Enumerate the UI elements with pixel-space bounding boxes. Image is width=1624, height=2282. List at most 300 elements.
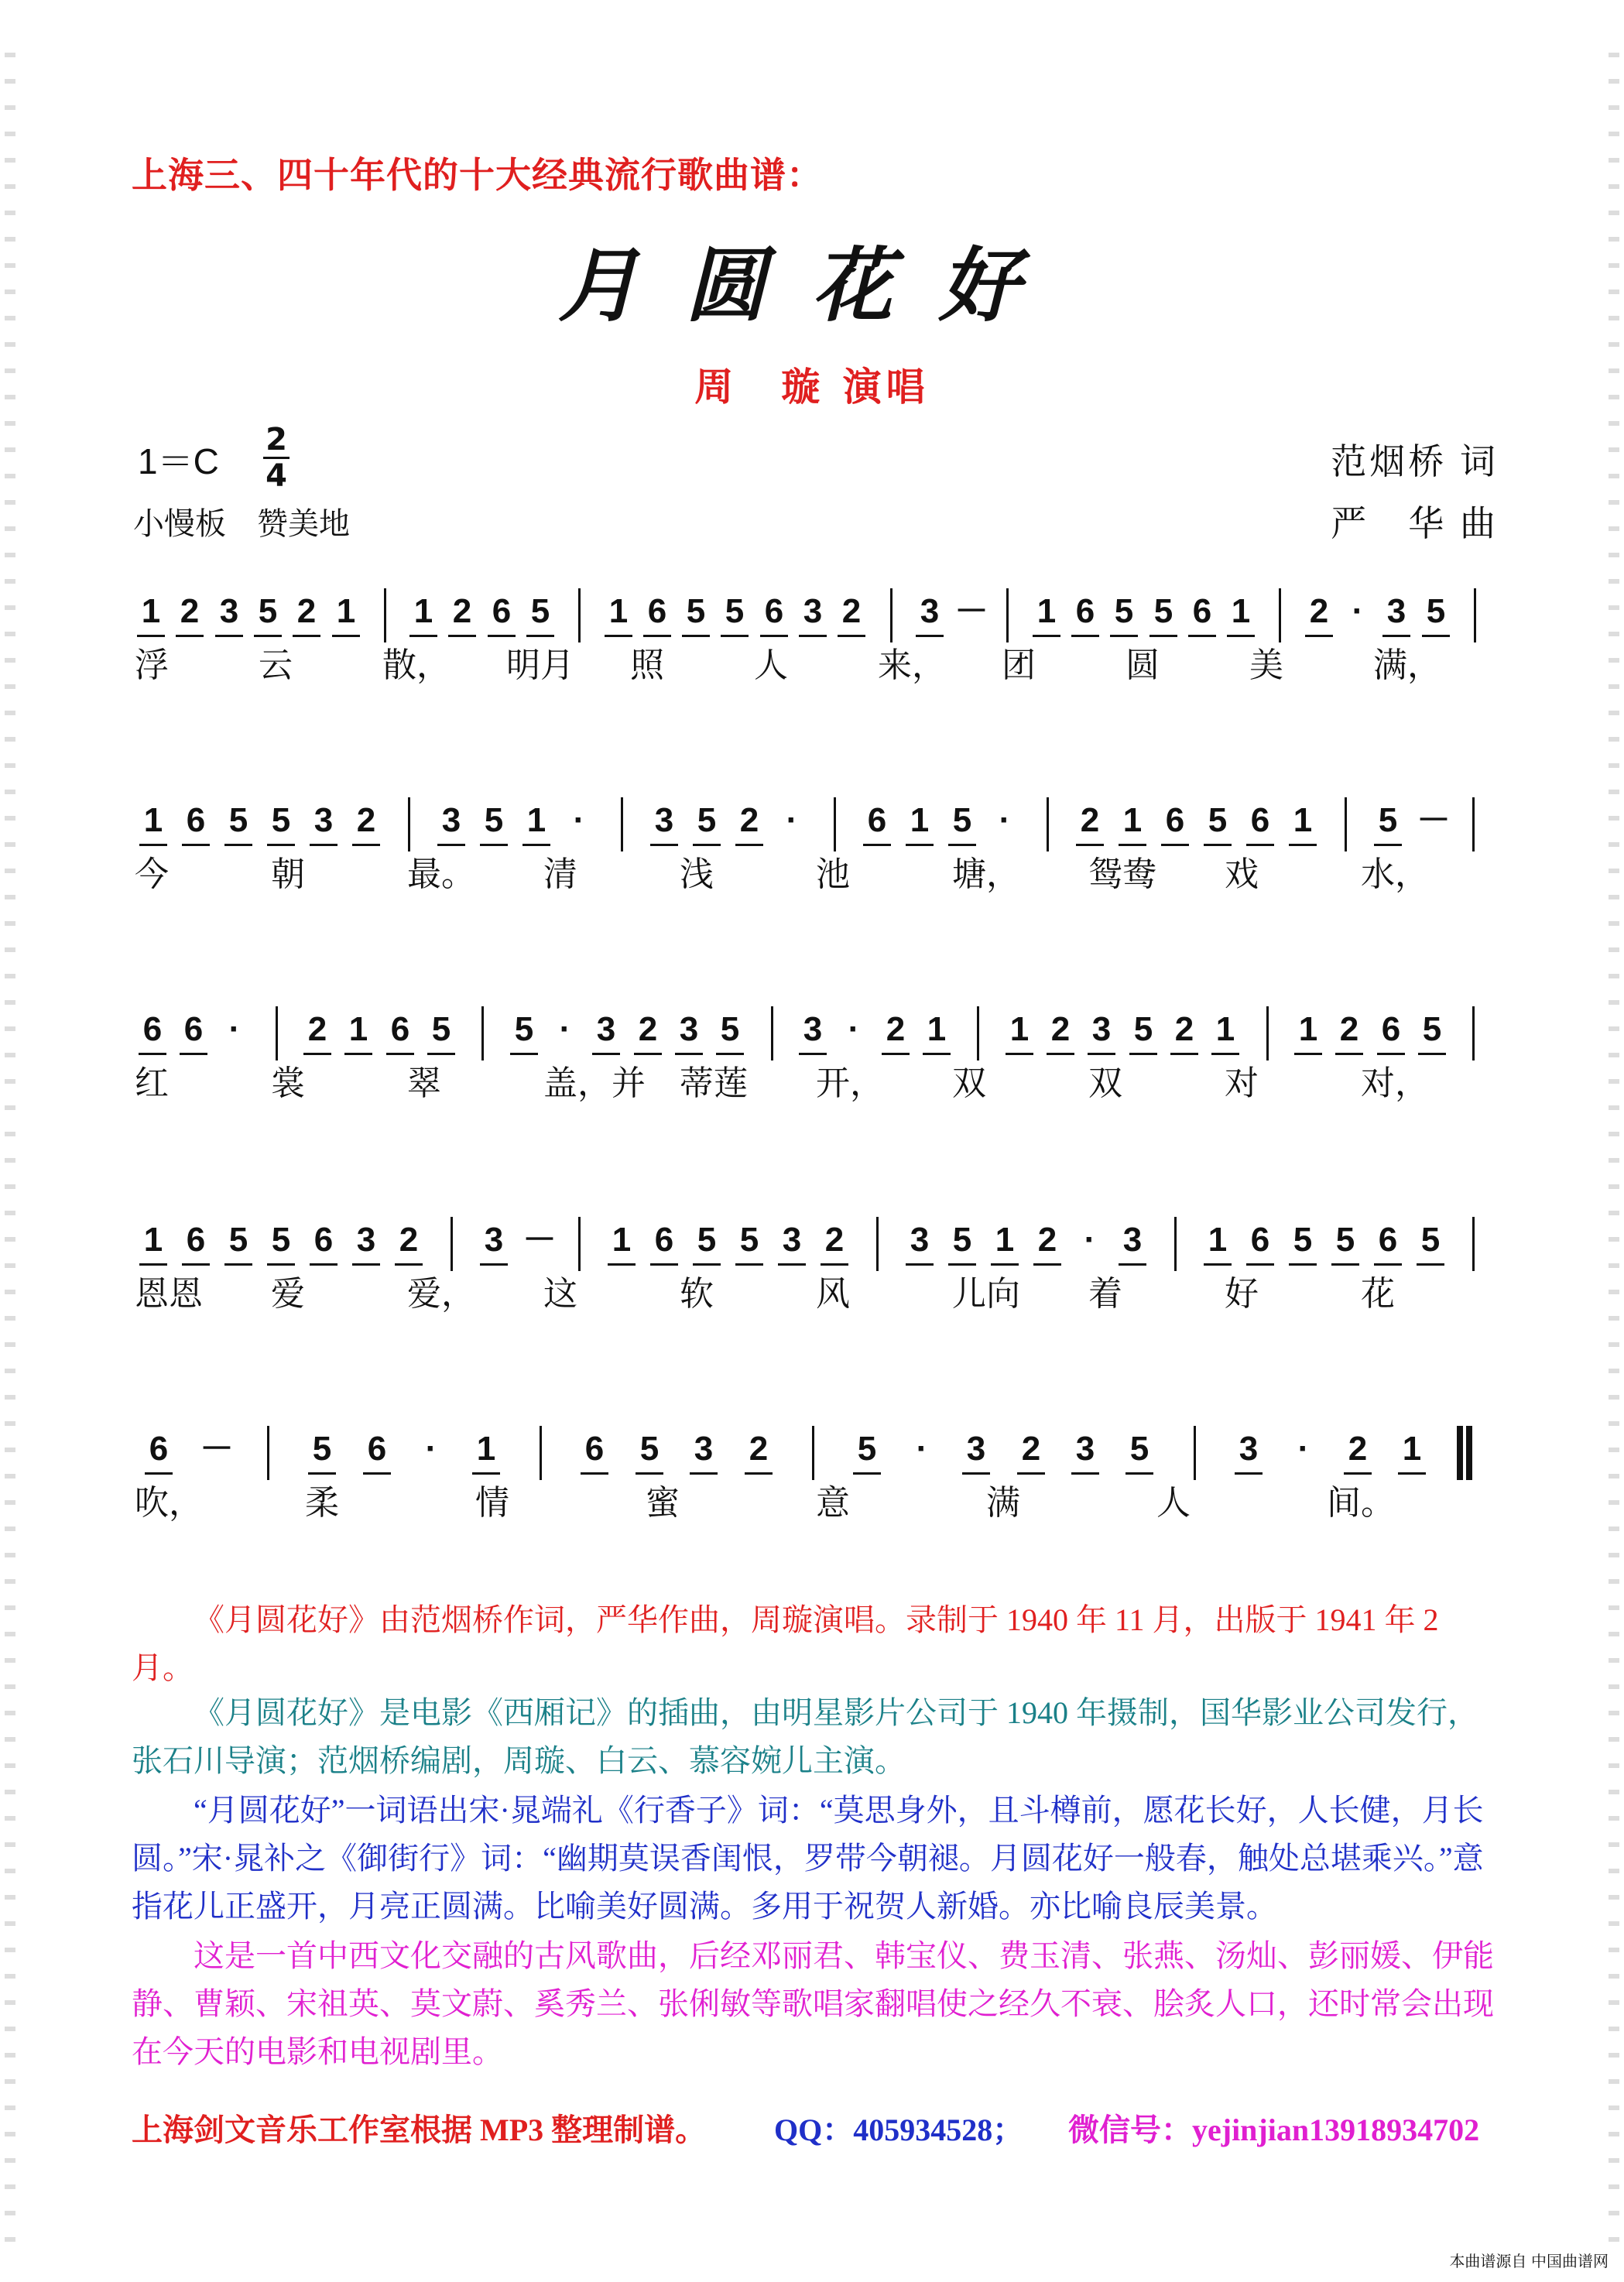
- note: 1: [1402, 1430, 1422, 1468]
- lyric-syllable: 爱，: [407, 1275, 475, 1313]
- note: 2: [296, 592, 317, 630]
- beam-underline: [488, 635, 516, 637]
- barline: [578, 1217, 581, 1271]
- beam-underline: [1204, 1263, 1232, 1266]
- beam-underline: [182, 1263, 210, 1266]
- note: 2: [1037, 1221, 1057, 1259]
- beam-underline: [1110, 635, 1138, 637]
- beam-underline: [176, 635, 204, 637]
- note: 2: [1050, 1010, 1071, 1048]
- beam-underline: [1076, 844, 1104, 846]
- beam-underline: [267, 1263, 295, 1266]
- beam-underline: [437, 844, 465, 846]
- lyric-syllable: 好: [1225, 1275, 1259, 1313]
- lyric-syllable: 人: [1156, 1484, 1191, 1522]
- beam-underline: [182, 844, 210, 846]
- note: 6: [390, 1010, 410, 1048]
- note: 2: [749, 1430, 769, 1468]
- lyric-syllable: 吹，: [135, 1484, 203, 1522]
- lyric-syllable: 最。: [407, 855, 475, 893]
- lyric-syllable: 对: [1225, 1064, 1259, 1102]
- beam-underline: [1246, 1263, 1274, 1266]
- beam-underline: [592, 1053, 620, 1055]
- note: 1: [143, 801, 163, 839]
- barline: [481, 1006, 484, 1060]
- beam-underline: [310, 1263, 337, 1266]
- beam-underline: [821, 1263, 848, 1266]
- lyric-syllable: 满，: [1373, 646, 1441, 684]
- footer-qq: QQ：405934528；: [774, 2112, 1024, 2147]
- beam-underline: [1204, 844, 1232, 846]
- beam-underline: [863, 844, 891, 846]
- note: 2: [452, 592, 472, 630]
- lyric-syllable: 红: [135, 1064, 169, 1102]
- beam-underline: [363, 1472, 391, 1475]
- note: 5: [258, 592, 278, 630]
- song-title: 月圆花好: [557, 238, 1066, 333]
- note: 2: [886, 1010, 906, 1048]
- time-bottom: 4: [266, 458, 287, 494]
- note: 3: [596, 1010, 616, 1048]
- beam-underline: [224, 1263, 252, 1266]
- note: 3: [484, 1221, 504, 1259]
- lyric-syllable: 今: [135, 855, 169, 893]
- note: 1: [141, 592, 161, 630]
- dot-note: ·: [999, 801, 1011, 839]
- beam-underline: [1119, 1263, 1146, 1266]
- beam-underline: [923, 1053, 951, 1055]
- barline: [812, 1426, 814, 1480]
- note: 6: [183, 1010, 204, 1048]
- note: 3: [803, 1010, 823, 1048]
- lyricist-credit: 范烟桥 词: [1331, 441, 1499, 481]
- paragraph-film: 《月圆花好》是电影《西厢记》的插曲，由明星影片公司于 1940 年摄制，国华影业公司发行，张石川导演；范烟桥编剧，周璇、白云、慕容婉儿主演。: [132, 1695, 1478, 1778]
- beam-underline: [139, 1263, 167, 1266]
- lyric-syllable: 花: [1361, 1275, 1395, 1313]
- note: 1: [608, 592, 629, 630]
- note: 5: [530, 592, 550, 630]
- beam-underline: [1170, 1053, 1198, 1055]
- singer-credit: 周 璇 演唱: [694, 364, 930, 409]
- footer-wechat: 微信号：yejinjian13918934702: [1068, 2112, 1480, 2147]
- beam-underline: [1398, 1472, 1426, 1475]
- note: 1: [927, 1010, 947, 1048]
- note: 2: [1309, 592, 1329, 630]
- paragraph-origin: “月圆花好”一词语出宋·晁端礼《行香子》词：“莫思身外，且斗樽前，愿花长好，人长健，月长圆。”宋·晁补之《御街行》词：“幽期莫误香闺恨，罗带今朝褪。月圆花好一般春，触处总堪乘兴。”意指花儿正盛开，月亮正圆满。比喻美好圆满。多用于祝贺人新婚。亦比喻良辰美景。: [132, 1793, 1484, 1924]
- lyric-syllable: 蜜: [646, 1484, 680, 1522]
- lyric-syllable: 明月: [506, 646, 574, 684]
- note: 5: [228, 1221, 248, 1259]
- note: 5: [271, 1221, 291, 1259]
- beam-underline: [916, 635, 944, 637]
- note: 1: [612, 1221, 632, 1259]
- note: 6: [654, 1221, 674, 1259]
- note: 1: [910, 801, 930, 839]
- lyric-syllable: 这: [543, 1275, 577, 1313]
- beam-underline: [1017, 1472, 1045, 1475]
- note: 3: [313, 801, 334, 839]
- note: 2: [307, 1010, 327, 1048]
- note: 3: [654, 801, 674, 839]
- beam-underline: [448, 635, 476, 637]
- beam-underline: [510, 1053, 538, 1055]
- lyric-syllable: 池: [816, 855, 850, 893]
- paragraph-covers: 这是一首中西文化交融的古风歌曲，后经邓丽君、韩宝仪、费玉清、张燕、汤灿、彭丽媛、伊能静、曹颖、宋祖英、莫文蔚、奚秀兰、张俐敏等歌唱家翻唱使之经久不衰、脍炙人口，还时常会出现在今天的电影和电视剧里。: [132, 1938, 1494, 2069]
- source-note: 本曲谱源自 中国曲谱网: [1449, 2253, 1609, 2270]
- lyric-syllable: 裳: [271, 1064, 305, 1102]
- beam-underline: [675, 1053, 703, 1055]
- barline: [1266, 1006, 1269, 1060]
- beam-underline: [303, 1053, 331, 1055]
- beam-underline: [215, 635, 243, 637]
- lyrics-line: [132, 1060, 1494, 1107]
- note: 5: [1422, 1010, 1442, 1048]
- lyrics-line: [132, 1480, 1494, 1526]
- beam-underline: [962, 1472, 990, 1475]
- lyric-syllable: 翠: [407, 1064, 441, 1102]
- note: 1: [348, 1010, 368, 1048]
- lyric-syllable: 开，: [816, 1064, 884, 1102]
- note: 1: [1298, 1010, 1318, 1048]
- beam-underline: [735, 1263, 763, 1266]
- note: 2: [180, 592, 200, 630]
- beam-underline: [1289, 844, 1317, 846]
- note: 2: [1348, 1430, 1368, 1468]
- beam-underline: [1374, 1263, 1402, 1266]
- dot-note: ·: [848, 1010, 860, 1048]
- beam-underline: [522, 844, 550, 846]
- beam-underline: [1417, 1263, 1444, 1266]
- beam-underline: [1047, 1053, 1074, 1055]
- beam-underline: [526, 635, 554, 637]
- note: 1: [1215, 1010, 1235, 1048]
- beam-underline: [409, 635, 437, 637]
- note: 1: [413, 592, 433, 630]
- final-barline: [1466, 1426, 1472, 1480]
- note: 3: [966, 1430, 986, 1468]
- beam-underline: [690, 1472, 718, 1475]
- dot-note: ·: [559, 1010, 571, 1048]
- note: 2: [824, 1221, 845, 1259]
- lyric-syllable: 水，: [1361, 855, 1429, 893]
- barline: [1472, 1006, 1475, 1060]
- beam-underline: [643, 635, 671, 637]
- dot-note: ·: [786, 801, 798, 839]
- beam-underline: [636, 1472, 663, 1475]
- note: 6: [1250, 1221, 1270, 1259]
- beam-underline: [1161, 844, 1189, 846]
- lyrics-line: [132, 851, 1494, 898]
- note: 3: [219, 592, 239, 630]
- lyric-syllable: 恩恩: [135, 1275, 203, 1313]
- lyric-syllable: 戏: [1225, 855, 1259, 893]
- beam-underline: [1129, 1053, 1157, 1055]
- beam-underline: [608, 1263, 636, 1266]
- note: 1: [1122, 801, 1143, 839]
- note: 6: [186, 1221, 206, 1259]
- barline: [1472, 1217, 1475, 1271]
- dash-note: －: [522, 1221, 557, 1259]
- beam-underline: [745, 1472, 773, 1475]
- dot-note: ·: [573, 801, 585, 839]
- note: 3: [1122, 1221, 1143, 1259]
- barline: [1047, 797, 1049, 851]
- beam-underline: [352, 844, 380, 846]
- note: 6: [142, 1010, 163, 1048]
- note: 1: [143, 1221, 163, 1259]
- note: 5: [1133, 1010, 1153, 1048]
- barline: [578, 588, 581, 642]
- beam-underline: [480, 844, 508, 846]
- note: 6: [867, 801, 887, 839]
- beam-underline: [308, 1472, 336, 1475]
- beam-underline: [1125, 1472, 1153, 1475]
- beam-underline: [1331, 1263, 1359, 1266]
- lyric-syllable: 双: [952, 1064, 986, 1102]
- barline: [408, 797, 410, 851]
- note: 5: [639, 1430, 660, 1468]
- beam-underline: [332, 635, 360, 637]
- note: 6: [186, 801, 206, 839]
- beam-underline: [1211, 1053, 1239, 1055]
- note: 5: [312, 1430, 332, 1468]
- beam-underline: [386, 1053, 414, 1055]
- note: 3: [782, 1221, 802, 1259]
- beam-underline: [1422, 635, 1450, 637]
- key-signature: 1＝C: [138, 441, 219, 481]
- composer-credit: 严 华 曲: [1331, 503, 1499, 543]
- beam-underline: [1071, 635, 1099, 637]
- lyric-syllable: 爱: [271, 1275, 305, 1313]
- lyric-syllable: 云: [259, 646, 293, 684]
- note: 1: [1036, 592, 1057, 630]
- beam-underline: [254, 635, 282, 637]
- lyric-syllable: 柔: [305, 1484, 339, 1522]
- dot-note: ·: [1084, 1221, 1096, 1259]
- beam-underline: [1071, 1472, 1099, 1475]
- lyric-syllable: 盖，并: [543, 1064, 646, 1102]
- note: 5: [228, 801, 248, 839]
- beam-underline: [1033, 1263, 1061, 1266]
- beam-underline: [1088, 1053, 1115, 1055]
- note: 5: [1129, 1430, 1149, 1468]
- beam-underline: [1119, 844, 1146, 846]
- dot-note: ·: [1352, 592, 1364, 630]
- note: 1: [476, 1430, 496, 1468]
- beam-underline: [634, 1053, 662, 1055]
- barline: [1174, 1217, 1177, 1271]
- barline: [1474, 588, 1476, 642]
- beam-underline: [224, 844, 252, 846]
- note: 3: [1239, 1430, 1259, 1468]
- note: 6: [367, 1430, 387, 1468]
- note: 5: [725, 592, 745, 630]
- dot-note: ·: [228, 1010, 241, 1048]
- note: 6: [1075, 592, 1095, 630]
- note: 2: [1080, 801, 1100, 839]
- note: 5: [1114, 592, 1134, 630]
- lyrics-line: [132, 642, 1494, 689]
- note: 1: [1293, 801, 1313, 839]
- lyric-syllable: 清: [543, 855, 577, 893]
- note: 1: [526, 801, 546, 839]
- barline: [876, 1217, 879, 1271]
- time-top: 2: [266, 422, 287, 457]
- note: 5: [1378, 801, 1398, 839]
- lyric-syllable: 情: [475, 1484, 509, 1522]
- beam-underline: [137, 635, 165, 637]
- beam-underline: [650, 1263, 678, 1266]
- beam-underline: [267, 844, 295, 846]
- note: 5: [484, 801, 504, 839]
- beam-underline: [1235, 1472, 1263, 1475]
- barline: [267, 1426, 269, 1480]
- note: 6: [1165, 801, 1185, 839]
- note: 5: [271, 801, 291, 839]
- beam-underline: [948, 844, 976, 846]
- note: 5: [1293, 1221, 1313, 1259]
- time-signature: [263, 424, 290, 492]
- beam-underline: [693, 1263, 721, 1266]
- beam-underline: [1382, 635, 1410, 637]
- beam-underline: [480, 1263, 508, 1266]
- lyric-syllable: 风: [816, 1275, 850, 1313]
- barline: [451, 1217, 453, 1271]
- note: 5: [952, 801, 972, 839]
- beam-underline: [853, 1472, 881, 1475]
- beam-underline: [605, 635, 632, 637]
- note: 2: [1021, 1430, 1041, 1468]
- beam-underline: [395, 1263, 423, 1266]
- beam-underline: [293, 635, 320, 637]
- note: 3: [803, 592, 823, 630]
- beam-underline: [1006, 1053, 1033, 1055]
- note: 1: [995, 1221, 1015, 1259]
- barline: [1345, 797, 1347, 851]
- note: 1: [1208, 1221, 1228, 1259]
- beam-underline: [1305, 635, 1333, 637]
- lyric-syllable: 对，: [1361, 1064, 1429, 1102]
- note: 5: [514, 1010, 534, 1048]
- dot-note: ·: [1297, 1430, 1310, 1468]
- dot-note: ·: [916, 1430, 928, 1468]
- lyric-syllable: 蒂莲: [680, 1064, 748, 1102]
- note: 3: [1075, 1430, 1095, 1468]
- dash-note: －: [954, 592, 988, 630]
- beam-underline: [721, 635, 749, 637]
- beam-underline: [882, 1053, 910, 1055]
- beam-underline: [1188, 635, 1216, 637]
- lyric-syllable: 朝: [271, 855, 305, 893]
- beam-underline: [948, 1263, 976, 1266]
- lyric-syllable: 来，: [878, 646, 946, 684]
- barline: [771, 1006, 773, 1060]
- lyrics-line: [132, 1271, 1494, 1317]
- barline: [1472, 797, 1475, 851]
- beam-underline: [838, 635, 865, 637]
- beam-underline: [1344, 1472, 1372, 1475]
- note: 1: [336, 592, 356, 630]
- barline: [540, 1426, 542, 1480]
- lyric-syllable: 塘，: [952, 855, 1020, 893]
- note: 5: [1153, 592, 1173, 630]
- beam-underline: [472, 1472, 500, 1475]
- lyric-syllable: 双: [1088, 1064, 1122, 1102]
- note: 6: [149, 1430, 169, 1468]
- note: 3: [910, 1221, 930, 1259]
- beam-underline: [735, 844, 763, 846]
- note: 5: [697, 801, 717, 839]
- note: 2: [399, 1221, 419, 1259]
- note: 2: [356, 801, 376, 839]
- beam-underline: [1289, 1263, 1317, 1266]
- beam-underline: [427, 1053, 455, 1055]
- lyric-syllable: 鸳鸯: [1088, 855, 1156, 893]
- note: 5: [720, 1010, 740, 1048]
- beam-underline: [581, 1472, 608, 1475]
- beam-underline: [778, 1263, 806, 1266]
- lyric-syllable: 儿向: [952, 1275, 1020, 1313]
- lyric-syllable: 软: [680, 1275, 714, 1313]
- beam-underline: [1149, 635, 1177, 637]
- beam-underline: [145, 1472, 173, 1475]
- note: 6: [313, 1221, 334, 1259]
- note: 1: [1231, 592, 1251, 630]
- note: 2: [638, 1010, 658, 1048]
- lyric-syllable: 满: [986, 1484, 1020, 1522]
- note: 5: [1426, 592, 1446, 630]
- lyric-syllable: 美: [1249, 646, 1283, 684]
- dash-note: －: [200, 1430, 234, 1468]
- beam-underline: [352, 1263, 380, 1266]
- tempo-marking: 小慢板 赞美地: [133, 507, 350, 541]
- note: 5: [1335, 1221, 1355, 1259]
- paragraph-recording: 《月圆花好》由范烟桥作词，严华作曲，周璇演唱。录制于 1940 年 11 月，出版于 1941 年 2 月。: [132, 1602, 1439, 1685]
- barline: [621, 797, 623, 851]
- lyric-syllable: 意: [816, 1484, 850, 1522]
- beam-underline: [1377, 1053, 1405, 1055]
- beam-underline: [906, 844, 934, 846]
- beam-underline: [799, 1053, 827, 1055]
- barline: [977, 1006, 979, 1060]
- note: 5: [952, 1221, 972, 1259]
- dot-note: ·: [425, 1430, 437, 1468]
- beam-underline: [139, 1053, 166, 1055]
- lyric-syllable: 散，: [382, 646, 451, 684]
- note: 6: [1378, 1221, 1398, 1259]
- note: 3: [679, 1010, 699, 1048]
- beam-underline: [1246, 844, 1274, 846]
- beam-underline: [693, 844, 721, 846]
- beam-underline: [139, 844, 167, 846]
- dash-note: －: [1417, 801, 1451, 839]
- lyric-syllable: 照: [630, 646, 664, 684]
- beam-underline: [1033, 635, 1060, 637]
- beam-underline: [682, 635, 710, 637]
- note: 5: [686, 592, 706, 630]
- note: 5: [1208, 801, 1228, 839]
- beam-underline: [1294, 1053, 1322, 1055]
- beam-underline: [1335, 1053, 1363, 1055]
- beam-underline: [991, 1263, 1019, 1266]
- note: 6: [1192, 592, 1212, 630]
- note: 2: [841, 592, 862, 630]
- note: 2: [739, 801, 759, 839]
- lyric-syllable: 人: [754, 646, 788, 684]
- note: 3: [441, 801, 461, 839]
- note: 5: [1420, 1221, 1441, 1259]
- lyric-syllable: 团: [1002, 646, 1036, 684]
